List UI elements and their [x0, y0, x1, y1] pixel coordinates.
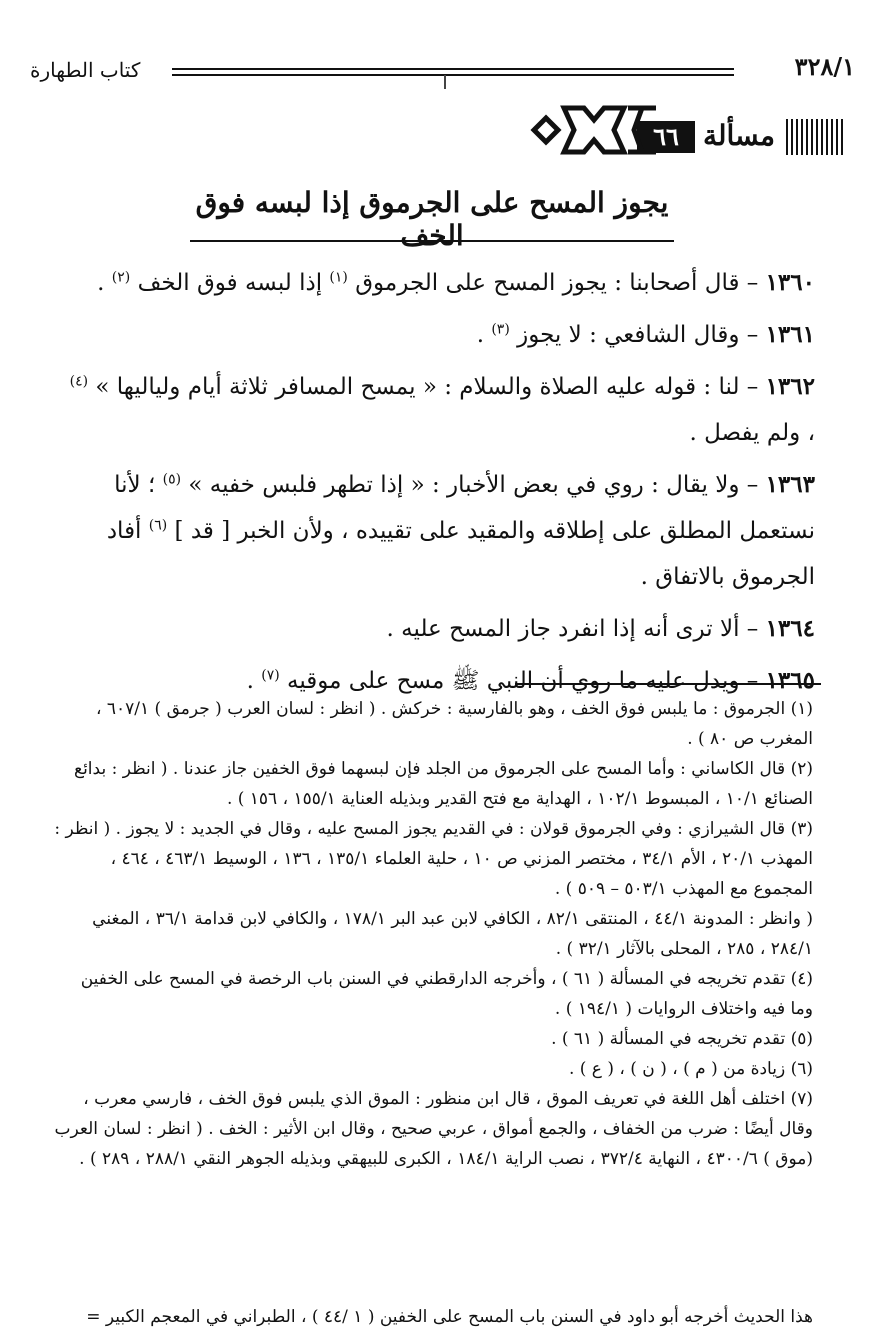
footnote: (٦) زيادة من ( م ) ، ( ن ) ، ( ع ) .	[568, 1059, 813, 1079]
paragraph-text: ، ولم يفصل .	[689, 420, 815, 446]
footnote-ref: (٥)	[162, 471, 182, 488]
header-mark	[444, 75, 446, 89]
footnote: (٤) تقدم تخريجه في المسألة ( ٦١ ) ، وأخرجه الدارقطني في السنن باب الرخصة في المسح على الخفين وما فيه واختلاف الروايات ( ١٩٤/١ ) .	[80, 969, 813, 1019]
footnote: (٢) قال الكاساني : وأما المسح على الجرموق من الجلد فإن لبسهما فوق الخفين جاز عندنا . ( انظر : بدائع الصنائع ١٠/١ ، المبسوط ١٠٢/١ ، الهداية مع فتح القدير وبذيله العناية ١٥٥/١ ، ١٥٦ ) .	[74, 759, 813, 809]
footnote: ( وانظر : المدونة ٤٤/١ ، المنتقى ٨٢/١ ، الكافي لابن عبد البر ١٧٨/١ ، والكافي لابن قدامة ٣٦/١ ، المغني ٢٨٤/١ ، ٢٨٥ ، المحلى بالآثار ٣٢/١ ) .	[92, 909, 813, 959]
paragraph-text: إذا لبسه فوق الخف	[130, 270, 330, 296]
footnote-separator	[515, 683, 821, 685]
masala-band	[635, 113, 843, 161]
continuation-line: هذا الحديث أخرجه أبو داود في السنن باب المسح على الخفين ( ١ /٤٤ ) ، الطبراني في المعجم الكبير =	[86, 1307, 813, 1327]
paragraph	[55, 312, 815, 358]
header-rule	[172, 68, 734, 76]
bars-ornament-icon	[785, 119, 843, 155]
paragraph-text: – ألا ترى أنه إذا انفرد جاز المسح عليه .	[386, 616, 766, 642]
paragraph-text: – وقال الشافعي : لا يجوز	[509, 322, 766, 348]
footnote-ref: (٢)	[111, 269, 131, 286]
paragraph	[55, 606, 815, 652]
paragraph-text: – لنا : قوله عليه الصلاة والسلام : « يمسح المسافر ثلاثة أيام ولياليها »	[88, 374, 766, 400]
paragraph-text: – ويدل عليه ما روي أن النبي ﷺ مسح على موقيه	[279, 668, 766, 694]
masala-number: ٦٦	[637, 121, 695, 153]
footnote: (٥) تقدم تخريجه في المسألة ( ٦١ ) .	[551, 1029, 813, 1049]
masala-label: مسألة	[702, 119, 775, 152]
paragraph	[55, 462, 815, 600]
page-number: ٣٢٨/١	[794, 52, 855, 81]
paragraph	[55, 260, 815, 306]
footnote: (٧) اختلف أهل اللغة في تعريف الموق ، قال ابن منظور : الموق الذي يلبس فوق الخف ، فارسي معرب ، وقال أيضًا : ضرب من الخفاف ، والجمع أمواق ، عربي صحيح ، وقال ابن الأثير : الخف . ( انظر : لسان العرب (موق ) ٤٣٠٠/٦ ، النهاية ٣٧٢/٤ ، نصب الراية ١٨٤/١ ، الكبرى للبيهقي وبذيله الجوهر النقي ٢٨٨/١ ، ٢٨٩ ) .	[54, 1089, 813, 1169]
paragraph-text: .	[97, 270, 112, 296]
title-rule	[190, 240, 674, 242]
paragraph	[55, 364, 815, 456]
paragraph-text: – قال أصحابنا : يجوز المسح على الجرموق	[347, 270, 766, 296]
paragraph-number: ١٣٦٥	[765, 667, 815, 694]
page-title: يجوز المسح على الجرموق إذا لبسه فوق الخف	[195, 186, 669, 252]
footnote: (١) الجرموق : ما يلبس فوق الخف ، وهو بالفارسية : خركش . ( انظر : لسان العرب ( جرمق ) ٦٠٧/١ ، المغرب ص ٨٠ ) .	[95, 699, 813, 749]
paragraph-number: ١٣٦٠	[765, 269, 815, 296]
footnote-ref: (١)	[329, 269, 348, 286]
footnotes	[53, 694, 813, 1174]
paragraph-text: ؛ لأنا نستعمل المطلق على إطلاقه والمقيد على تقييده ، ولأن الخبر [ قد ]	[114, 472, 815, 544]
footnote-ref: (٧)	[261, 667, 280, 684]
paragraph-text: أفاد الجرموق بالاتفاق .	[106, 518, 815, 590]
paragraph-number: ١٣٦٣	[765, 471, 815, 498]
knot-ornament-icon	[530, 100, 660, 160]
main-text	[55, 260, 815, 710]
paragraph-number: ١٣٦٤	[765, 615, 815, 642]
paragraph-number: ١٣٦٢	[765, 373, 815, 400]
footnote: (٣) قال الشيرازي : وفي الجرموق قولان : في القديم يجوز المسح عليه ، وقال في الجديد : لا يجوز . ( انظر : المهذب ٢٠/١ ، الأم ٣٤/١ ، مختصر المزني ص ١٠ ، حلية العلماء ١٣٥/١ ، ١٣٦ ، الوسيط ٤٦٣/١ ، ٤٦٤ ، المجموع مع المهذب ٥٠٣/١ – ٥٠٩ ) .	[54, 819, 813, 899]
paragraph-text: .	[246, 668, 262, 694]
footnote-ref: (٣)	[491, 321, 510, 338]
paragraph-text: – ولا يقال : روي في بعض الأخبار : « إذا تطهر فلبس خفيه »	[181, 472, 766, 498]
paragraph-number: ١٣٦١	[765, 321, 815, 348]
footnote-ref: (٤)	[69, 373, 89, 390]
book-title: كتاب الطهارة	[30, 58, 141, 82]
paragraph-text: .	[476, 322, 492, 348]
footnote-ref: (٦)	[148, 517, 168, 534]
